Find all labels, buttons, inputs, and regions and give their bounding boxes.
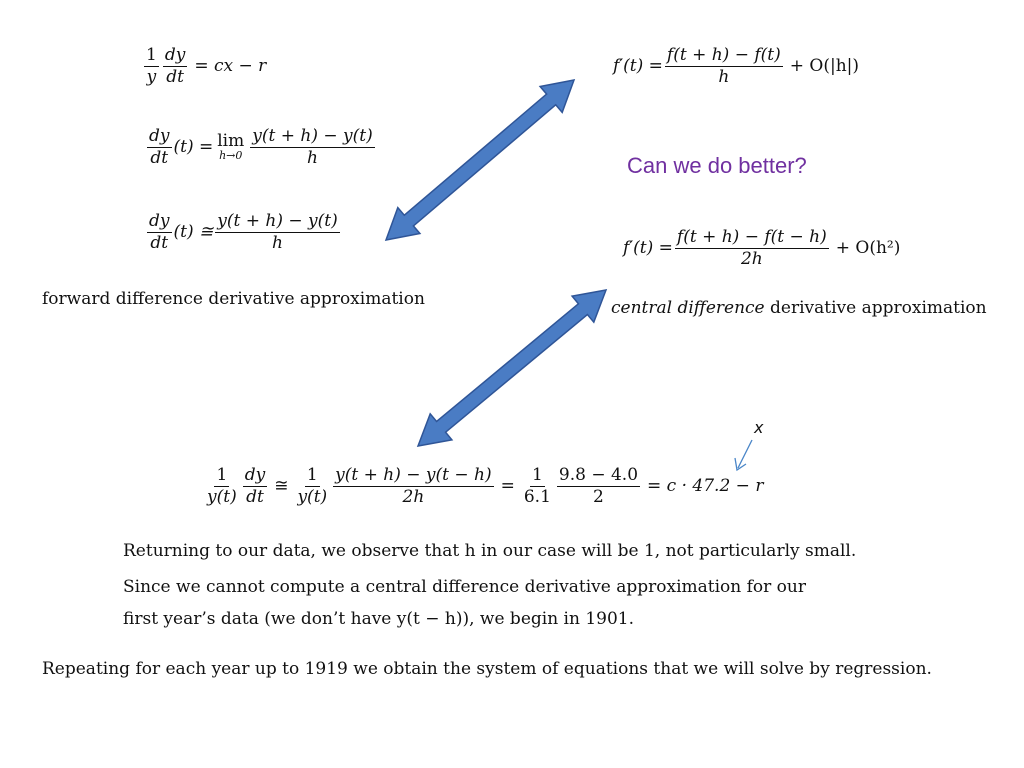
forward-difference-error-equation: f′(t) = $\frac{f(t + h) - f(t)}{h}$ + O(|h|)	[613, 45, 860, 87]
central-difference-equation: f′(t) = $\frac{f(t + h) - f(t - h)}{2h}$ + O(h²)	[623, 227, 901, 269]
applied-central-difference-equation: $\frac{1}{y(t)}$ $\frac{dy}{dt}$ ≅ $\frac{1}{y(t)}$ $\frac{y(t + h) - y(t - h)}{2h}$ = $\frac{1}{6.1}$ $\frac{9.8 - 4.0}{2}$ = c · 47.2 − r	[207, 465, 764, 507]
question-text: Can we do better?	[627, 153, 807, 178]
paragraph-line-2: Since we cannot compute a central difference derivative approximation for our	[123, 577, 806, 597]
paragraph-line-4: Repeating for each year up to 1919 we obtain the system of equations that we will solve by regression.	[42, 659, 932, 679]
double-arrow-bottom	[418, 290, 606, 446]
paragraph-line-1: Returning to our data, we observe that h in our case will be 1, not particularly small.	[123, 541, 857, 561]
annotation-x-label: x	[754, 418, 764, 437]
double-arrow-top	[386, 80, 574, 240]
log-growth-equation: $\frac{1}{y}$ $\frac{dy}{dt}$ = cx − r	[146, 45, 267, 87]
paragraph-line-3: first year’s data (we don’t have y(t − h)), we begin in 1901.	[123, 609, 635, 629]
central-difference-caption	[611, 298, 987, 318]
forward-difference-caption: forward difference derivative approximation	[42, 289, 425, 309]
derivative-limit-definition: $\frac{dy}{dt}$ (t) = lim h→0 $\frac{y(t + h) - y(t)}{h}$	[149, 126, 373, 168]
central-difference-italic: central difference	[611, 298, 765, 318]
forward-difference-approximation: $\frac{dy}{dt}$ (t) ≅ $\frac{y(t + h) - y(t)}{h}$	[149, 211, 338, 253]
central-difference-rest: derivative approximation	[764, 298, 987, 318]
